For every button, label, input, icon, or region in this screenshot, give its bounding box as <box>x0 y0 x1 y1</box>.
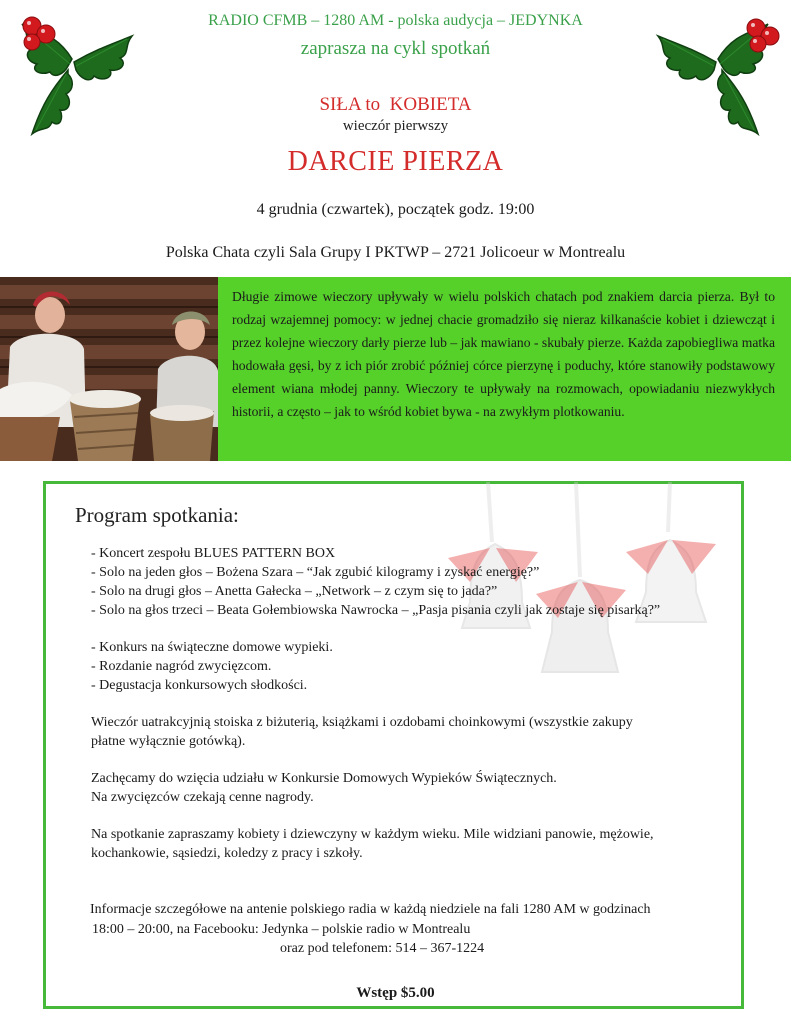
series-title: SIŁA to KOBIETA <box>319 94 472 115</box>
info-line: Informacje szczegółowe na antenie polskiego radia w każdą niedziele na fali 1280 AM w godzinach <box>90 902 651 917</box>
story-panel <box>218 277 791 461</box>
audience-invite-text: Na spotkanie zapraszamy kobiety i dziewczyny w każdym wieku. Mile widziani panowie, mężowie, <box>91 827 654 842</box>
program-item: - Solo na jeden głos – Bożena Szara – “Jak zgubić kilogramy i zyskać energię?” <box>91 565 540 580</box>
program-item: - Koncert zespołu BLUES PATTERN BOX <box>91 546 336 561</box>
info-phone-line: oraz pod telefonem: 514 – 367-1224 <box>280 941 485 956</box>
program-item: - Konkurs na świąteczne domowe wypieki. <box>91 640 333 655</box>
program-item: - Solo na drugi głos – Anetta Gałecka – „Network – z czym się to jada?” <box>91 584 498 599</box>
stands-text: Wieczór uatrakcyjnią stoiska z biżuterią, książkami i ozdobami choinkowymi (wszystkie zakupy <box>91 715 633 730</box>
stands-text: płatne wyłącznie gotówką). <box>91 734 246 749</box>
event-date: 4 grudnia (czwartek), początek godz. 19:00 <box>256 201 535 218</box>
program-item: - Solo na głos trzeci – Beata Gołembiowska Nawrocka – „Pasja pisania czyli jak zostaje się pisarką?” <box>91 603 661 618</box>
program-item: - Rozdanie nagród zwycięzcom. <box>91 659 272 674</box>
evening-subtitle: wieczór pierwszy <box>342 118 449 134</box>
radio-station-line: RADIO CFMB – 1280 AM - polska audycja – JEDYNKA <box>208 12 583 29</box>
contest-invite-text: Na zwycięzców czekają cenne nagrody. <box>91 790 314 805</box>
event-venue: Polska Chata czyli Sala Grupy I PKTWP – 2721 Jolicoeur w Montrealu <box>165 244 626 261</box>
entry-fee: Wstęp $5.00 <box>356 985 435 1001</box>
contest-invite-text: Zachęcamy do wzięcia udziału w Konkursie Domowych Wypieków Świątecznych. <box>91 771 557 786</box>
invitation-line: zaprasza na cykl spotkań <box>300 38 491 59</box>
info-line: 18:00 – 20:00, na Facebooku: Jedynka – polskie radio w Montrealu <box>92 921 471 937</box>
program-item: - Degustacja konkursowych słodkości. <box>91 678 308 693</box>
program-heading: Program spotkania: <box>75 503 239 527</box>
story-text: Długie zimowe wieczory upływały w wielu polskich chatach pod znakiem darcia pierza. Był to rodzaj wzajemnej pomocy: w jednej chacie gromadziło się nieraz kilkanaście kobiet i dziewcząt i przez kolejne wieczory darły pierze lub – jak mawiano - skubały pierze. Każda zapobiegliwa matka hodowała gęsi, by z ich piór zrobić później córce pierzynę i poduchy, które stanowiły podstawowy element wiana młodej panny. Wieczory te upływały na rozmowach, opowiadaniu niezwykłych historii, a często – jak to wśród kobiet bywa - na zwykłym plotkowaniu. <box>232 289 775 419</box>
feather-plucking-photo <box>0 277 218 461</box>
info-block <box>60 900 750 959</box>
event-title: DARCIE PIERZA <box>287 146 504 177</box>
audience-invite-text: kochankowie, sąsiedzi, koledzy z pracy i szkoły. <box>91 846 363 861</box>
